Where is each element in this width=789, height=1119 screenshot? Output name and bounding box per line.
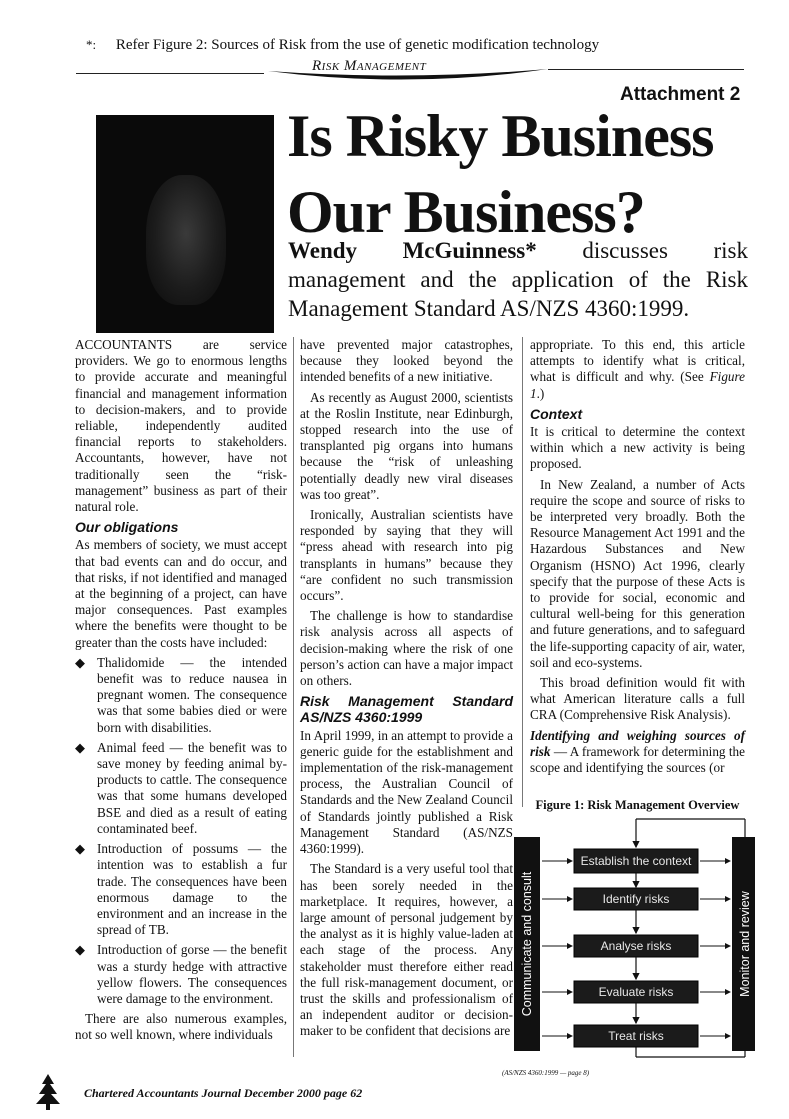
paragraph: It is critical to determine the context within which a new activity is being proposed. — [530, 424, 745, 472]
author-name: Wendy McGuinness* — [288, 238, 537, 263]
diamond-bullet-icon: ◆ — [75, 942, 85, 958]
communicate-label: Communicate and consult — [520, 871, 534, 1017]
step-label: Evaluate risks — [598, 985, 674, 999]
monitor-label: Monitor and review — [738, 891, 752, 997]
paragraph: The Standard is a very useful tool that has been sorely needed in the marketplace. It requires, however, a large amount of personal judgement by the analyst as it is highly value-laden at each stage of the process. Any stakeholder must therefore either read the full risk-management document, or trust the skills and professionalism of an independent auditor or decision-maker to be confident that decisions are — [300, 861, 513, 1039]
step-label: Analyse risks — [600, 939, 672, 953]
list-item — [75, 655, 287, 736]
paragraph: As members of society, we must accept that bad events can and do occur, and that risks, if not identified and managed at the beginning of a project, can have major consequences. Past examples where the benefits were thought to be greater than the costs have included: — [75, 537, 287, 650]
text-run: — A framework for determining the scope and identifying the sources (or — [530, 743, 745, 776]
step-treat-risks — [542, 1025, 730, 1047]
attachment-label: Attachment 2 — [620, 84, 741, 105]
top-note — [86, 37, 599, 54]
top-note-text: Refer Figure 2: Sources of Risk from the use of genetic modification technology — [115, 37, 600, 53]
risk-management-diagram — [510, 815, 755, 1065]
diamond-bullet-icon: ◆ — [75, 841, 85, 857]
list-item — [75, 942, 287, 1007]
paragraph: The challenge is how to standardise risk analysis across all aspects of decision-making where the risk of one person’s action can have a major impact on others. — [300, 608, 513, 689]
step-label: Identify risks — [602, 892, 670, 906]
figure-reference: Figure 1 — [530, 369, 745, 401]
figure-title: Figure 1: Risk Management Overview — [535, 798, 740, 812]
author-face — [146, 175, 226, 305]
list-item — [75, 841, 287, 938]
article-deck — [288, 236, 748, 323]
column-divider-2 — [522, 337, 523, 807]
text-run: .) — [536, 385, 545, 401]
heading-our-obligations: Our obligations — [75, 519, 179, 536]
paragraph: In April 1999, in an attempt to provide a generic guide for the establishment and implementation of the risk-management process, the Australian Council of Standards and the New Zealand Council of Standards jointly published a Risk Management Standard (AS/NZS 4360:1999). — [300, 727, 513, 857]
step-establish-context — [542, 849, 730, 887]
text-run: appropriate. To this end, this article attempts to identify what is critical, what is difficult and why. (See — [530, 337, 745, 385]
author-photo — [96, 115, 274, 333]
headline-line-1: Is Risky Business — [287, 103, 714, 169]
column-3 — [530, 337, 745, 780]
diamond-bullet-icon: ◆ — [75, 739, 85, 755]
paragraph: ACCOUNTANTS are service providers. We go to enormous lengths to provide accurate and meaningful financial and management information to decision-makers, and to provide reliable, independently audited financial reports to stakeholders. Accountants, however, have not traditionally seen the “risk-management” business as part of their natural role. — [75, 337, 287, 515]
heading-context: Context — [530, 405, 583, 422]
deck-text: discusses risk management and the application of the Risk Management Standard AS/NZS 4360:1999. — [288, 238, 748, 321]
figure-caption: (AS/NZS 4360:1999 — page 8) — [502, 1069, 590, 1077]
heading-risk-management-standard: Risk Management Standard AS/NZS 4360:1999 — [300, 693, 513, 726]
step-label: Treat risks — [608, 1029, 664, 1043]
examples-list — [75, 655, 287, 1007]
page-footer: Chartered Accountants Journal December 2000 page 62 — [84, 1086, 363, 1100]
list-item-text: Thalidomide — the intended benefit was to reduce nausea in pregnant women. The consequence was that some babies died or were born with disabilities. — [97, 654, 287, 735]
list-item-text: Animal feed — the benefit was to save money by feeding animal by-products to cattle. The consequence was that some humans developed BSE and died as a result of eating contaminated beef. — [97, 739, 287, 836]
list-item — [75, 740, 287, 837]
paragraph: Ironically, Australian scientists have responded by saying that they will “press ahead with research into pig transplants in humans” because they “are confident no such transmission occurs”. — [300, 507, 513, 604]
paragraph — [530, 728, 745, 777]
paragraph: There are also numerous examples, not so well known, where individuals — [75, 1011, 287, 1043]
column-1 — [75, 337, 287, 1048]
tree-logo-icon — [28, 1072, 68, 1112]
paragraph: have prevented major catastrophes, because they looked beyond the intended benefits of a new initiative. — [300, 337, 513, 385]
paragraph — [530, 337, 745, 402]
list-item-text: Introduction of possums — the intention was to establish a fur trade. The consequences have been enormous damage to the environment and an increase in the spread of TB. — [97, 841, 287, 938]
step-identify-risks — [542, 888, 730, 933]
column-divider-1 — [293, 337, 294, 1057]
step-analyse-risks — [542, 935, 730, 979]
header-rule-left — [76, 73, 264, 74]
paragraph: In New Zealand, a number of Acts require the scope and source of risks to be interpreted very broadly. Both the Resource Management Act 1991 and the Hazardous Substances and New Organism (HSNO) Act 1996, clearly specify that the purpose of these Acts is to provide for social, economic and cultural well-being for this generation and future generations, and to safeguard the life-supporting capacity of air, water, soil and eco-systems. — [530, 476, 745, 670]
step-label: Establish the context — [580, 854, 692, 868]
column-2 — [300, 337, 513, 1044]
section-label: Risk Management — [312, 58, 427, 74]
diamond-bullet-icon: ◆ — [75, 654, 85, 670]
subheading-run: Identifying and weighing sources of risk — [530, 727, 745, 759]
step-evaluate-risks — [542, 981, 730, 1023]
headline-line-2: Our Business? — [287, 179, 645, 245]
paragraph: As recently as August 2000, scientists at the Roslin Institute, near Edinburgh, stopped research into the use of transplanted pig organs into humans because the “risk of unleashing potentially deadly new viral diseases was too great”. — [300, 389, 513, 502]
paragraph: This broad definition would fit with what American literature calls a full CRA (Comprehensive Risk Analysis). — [530, 675, 745, 723]
header-rule-right — [548, 69, 744, 70]
asterisk-mark: *: — [86, 37, 97, 52]
list-item-text: Introduction of gorse — the benefit was a sturdy hedge with attractive yellow flowers. The consequences were damage to the environment. — [97, 942, 287, 1006]
